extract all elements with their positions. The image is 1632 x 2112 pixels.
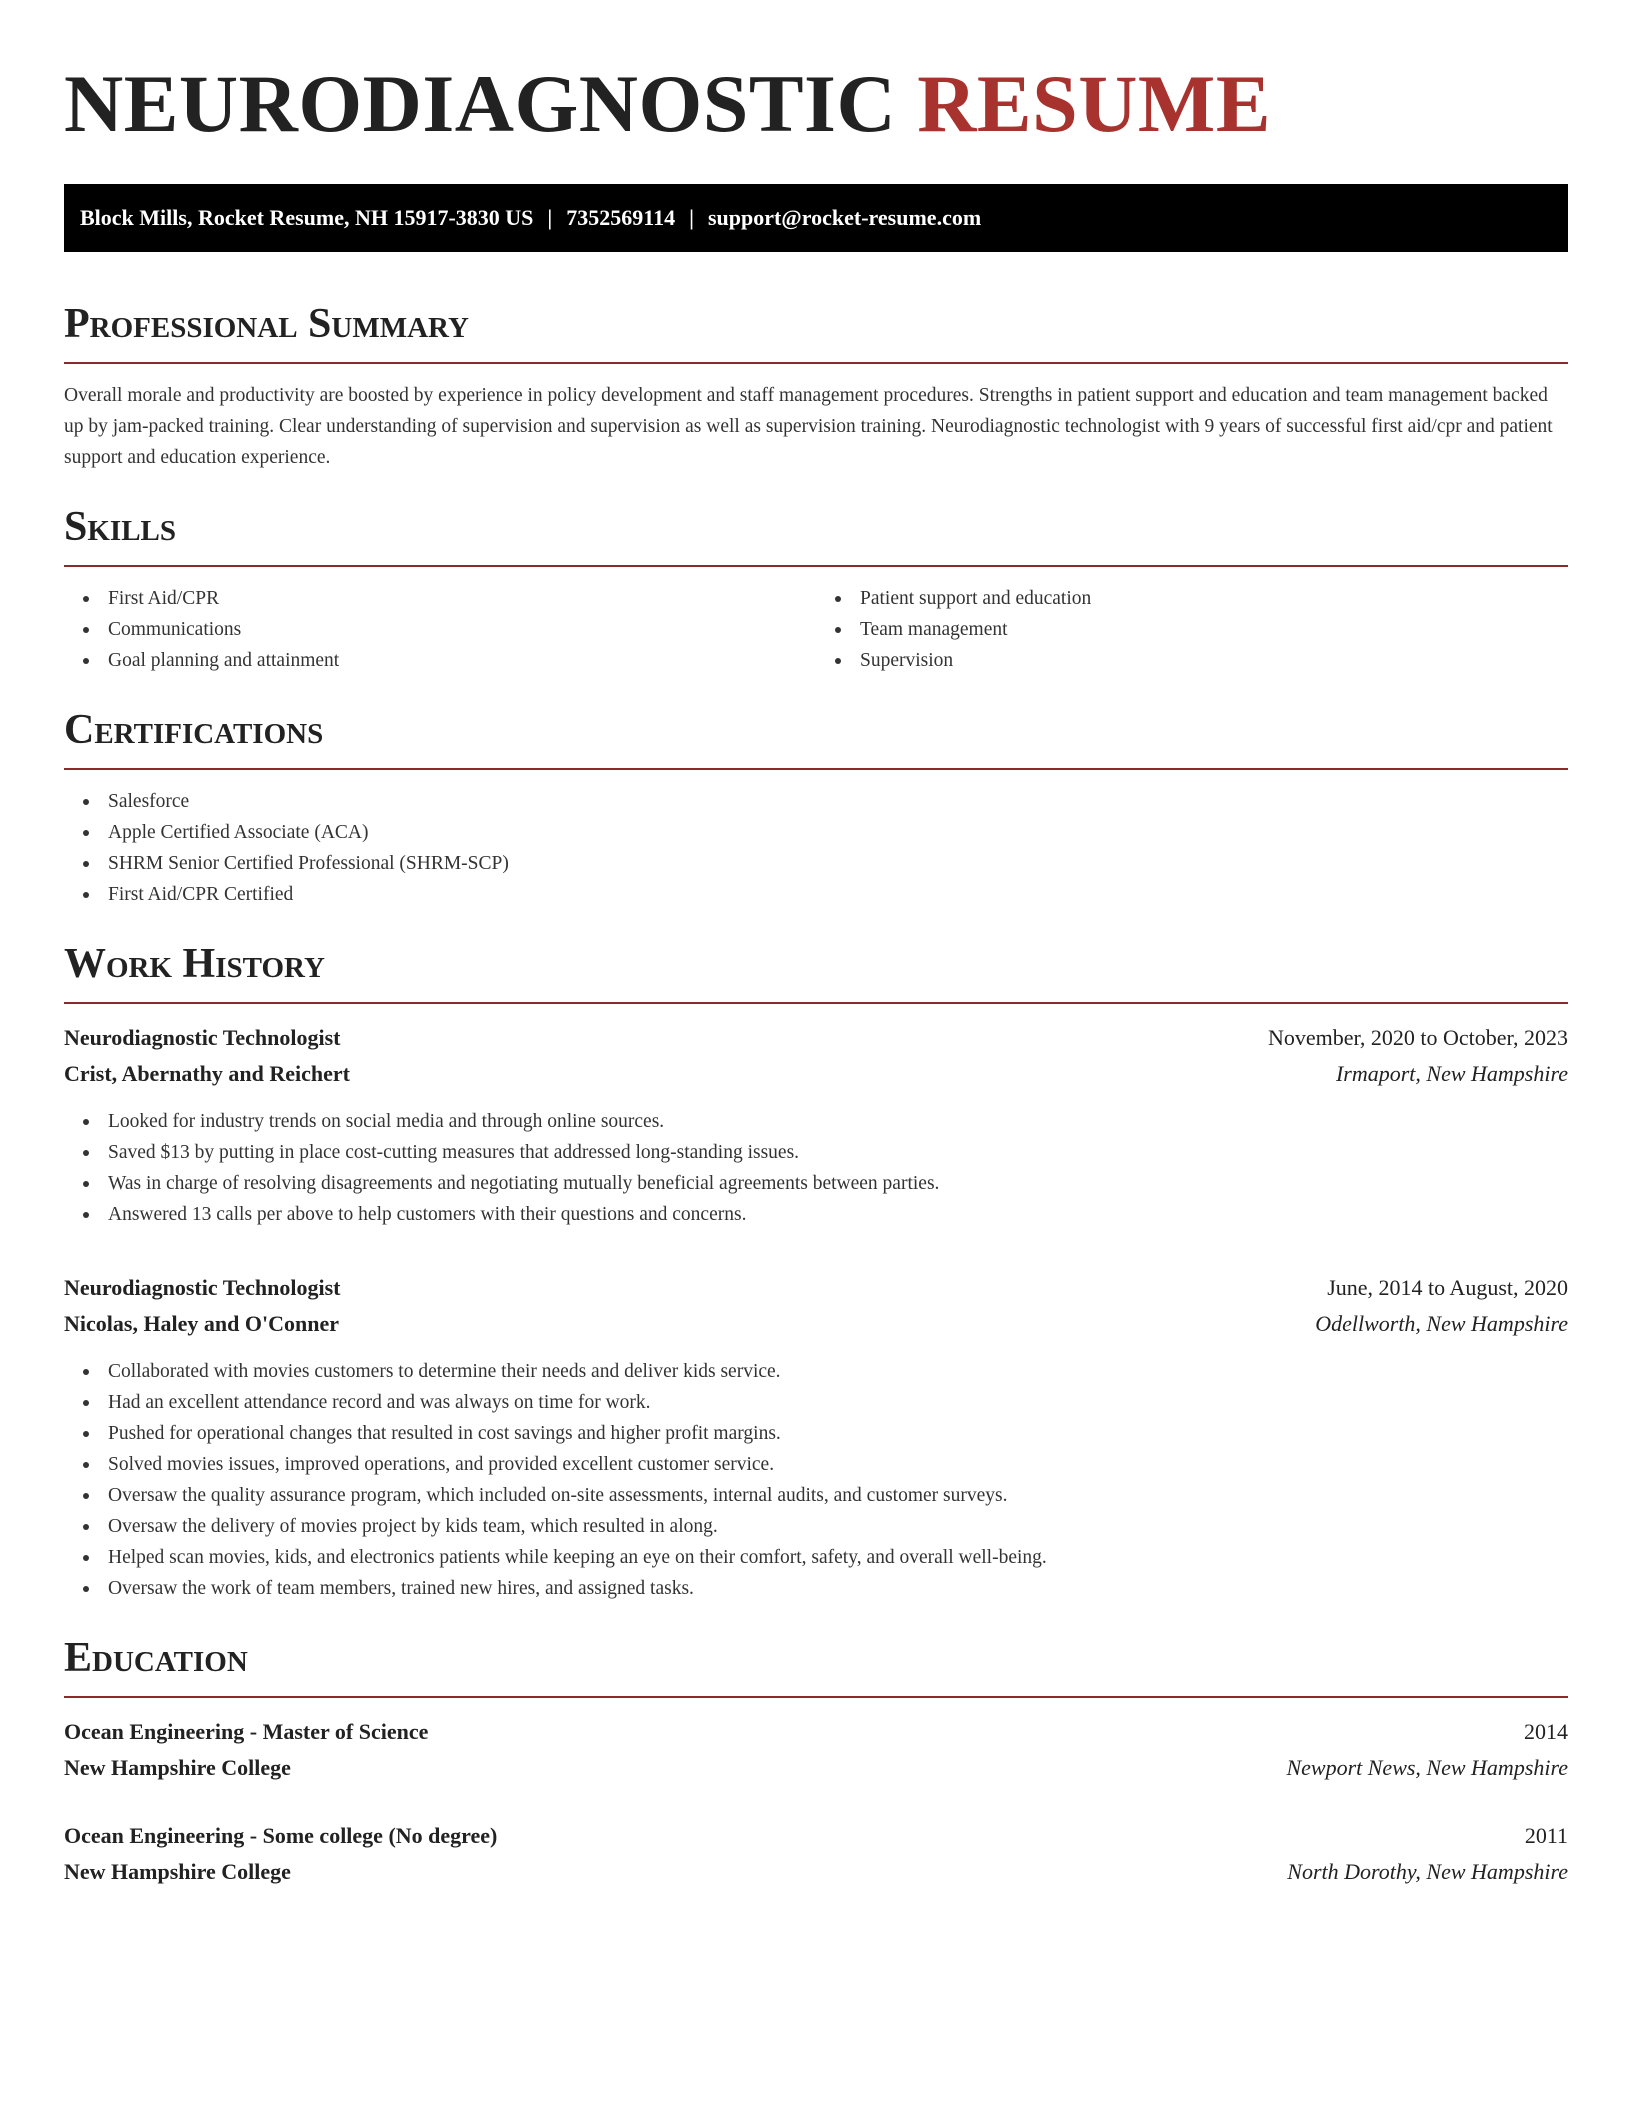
job-company: Nicolas, Haley and O'Conner — [64, 1311, 340, 1336]
skill-item: Goal planning and attainment — [108, 645, 816, 676]
education-section — [64, 1632, 1568, 1890]
skill-item: First Aid/CPR — [108, 583, 816, 614]
work-history-section — [64, 938, 1568, 1604]
job-duty-item: Had an excellent attendance record and was always on time for work. — [108, 1387, 1568, 1418]
certifications-heading: Certifications — [64, 704, 1568, 770]
skills-column-right — [816, 583, 1568, 676]
title-accent: RESUME — [917, 58, 1272, 149]
skills-grid — [64, 583, 1568, 676]
degree-name: Ocean Engineering - Master of Science — [64, 1719, 429, 1744]
school-row — [64, 1854, 1568, 1890]
job-duty-item: Oversaw the work of team members, trained new hires, and assigned tasks. — [108, 1573, 1568, 1604]
skill-item: Supervision — [860, 645, 1568, 676]
job-title: Neurodiagnostic Technologist — [64, 1025, 341, 1050]
certification-item: First Aid/CPR Certified — [108, 879, 1568, 910]
certification-item: Apple Certified Associate (ACA) — [108, 817, 1568, 848]
job-duty-item: Oversaw the quality assurance program, which included on-site assessments, internal audits, and customer surveys. — [108, 1480, 1568, 1511]
certification-item: Salesforce — [108, 786, 1568, 817]
job-dates: November, 2020 to October, 2023 — [1267, 1025, 1568, 1050]
degree-name: Ocean Engineering - Some college (No degree) — [64, 1823, 498, 1848]
job-entry — [64, 1020, 1568, 1230]
work-history-heading: Work History — [64, 938, 1568, 1004]
job-company-row — [64, 1306, 1568, 1342]
school-name: New Hampshire College — [64, 1755, 291, 1780]
school-row — [64, 1750, 1568, 1786]
contact-address: Block Mills, Rocket Resume, NH 15917-3830 US — [80, 205, 534, 230]
job-company: Crist, Abernathy and Reichert — [64, 1061, 350, 1086]
school-location: North Dorothy, New Hampshire — [1287, 1859, 1568, 1884]
job-duty-item: Saved $13 by putting in place cost-cutting measures that addressed long-standing issues. — [108, 1137, 1568, 1168]
skill-item: Communications — [108, 614, 816, 645]
skill-item: Patient support and education — [860, 583, 1568, 614]
degree-year: 2014 — [1524, 1719, 1568, 1744]
job-dates: June, 2014 to August, 2020 — [1327, 1275, 1568, 1300]
degree-row — [64, 1714, 1568, 1750]
job-duties-list — [64, 1106, 1568, 1230]
resume-title — [64, 58, 1568, 150]
contact-phone: 7352569114 — [566, 205, 676, 230]
degree-row — [64, 1818, 1568, 1854]
summary-text: Overall morale and productivity are boosted by experience in policy development and staff management procedures. Strengths in patient support and education and team management backed up by jam-packed training. Clear understanding of supervision and supervision as well as supervision training. Neurodiagnostic technologist with 9 years of successful first aid/cpr and patient support and education experience. — [64, 385, 1553, 468]
job-location: Odellworth, New Hampshire — [1315, 1311, 1568, 1336]
job-title: Neurodiagnostic Technologist — [64, 1275, 341, 1300]
school-location: Newport News, New Hampshire — [1286, 1755, 1568, 1780]
job-duty-item: Was in charge of resolving disagreements and negotiating mutually beneficial agreements between parties. — [108, 1168, 1568, 1199]
skills-column-left — [64, 583, 816, 676]
education-entry — [64, 1818, 1568, 1890]
skill-item: Team management — [860, 614, 1568, 645]
summary-section — [64, 298, 1568, 473]
skills-heading: Skills — [64, 501, 1568, 567]
job-duty-item: Looked for industry trends on social media and through online sources. — [108, 1106, 1568, 1137]
certifications-section — [64, 704, 1568, 910]
skills-list-left — [64, 583, 816, 676]
job-entry — [64, 1270, 1568, 1604]
job-duty-item: Oversaw the delivery of movies project by kids team, which resulted in along. — [108, 1511, 1568, 1542]
contact-email[interactable]: support@rocket-resume.com — [707, 205, 982, 230]
summary-heading: Professional Summary — [64, 298, 1568, 364]
job-duty-item: Helped scan movies, kids, and electronics patients while keeping an eye on their comfort, safety, and overall well-being. — [108, 1542, 1568, 1573]
job-location: Irmaport, New Hampshire — [1335, 1061, 1568, 1086]
degree-year: 2011 — [1524, 1823, 1568, 1848]
contact-separator: | — [689, 205, 694, 230]
job-duty-item: Answered 13 calls per above to help customers with their questions and concerns. — [108, 1199, 1568, 1230]
job-duties-list — [64, 1356, 1568, 1604]
skills-list-right — [816, 583, 1568, 676]
contact-separator: | — [547, 205, 553, 230]
job-duty-item: Pushed for operational changes that resulted in cost savings and higher profit margins. — [108, 1418, 1568, 1449]
education-heading: Education — [64, 1632, 1568, 1698]
certification-item: SHRM Senior Certified Professional (SHRM-SCP) — [108, 848, 1568, 879]
certifications-list — [64, 786, 1568, 910]
job-duty-item: Collaborated with movies customers to determine their needs and deliver kids service. — [108, 1356, 1568, 1387]
school-name: New Hampshire College — [64, 1859, 291, 1884]
contact-bar — [64, 184, 1568, 252]
job-duty-item: Solved movies issues, improved operations, and provided excellent customer service. — [108, 1449, 1568, 1480]
job-company-row — [64, 1056, 1568, 1092]
skills-section — [64, 501, 1568, 676]
job-header-row — [64, 1270, 1568, 1306]
title-main: NEURODIAGNOSTIC — [64, 58, 897, 149]
job-header-row — [64, 1020, 1568, 1056]
education-entry — [64, 1714, 1568, 1786]
